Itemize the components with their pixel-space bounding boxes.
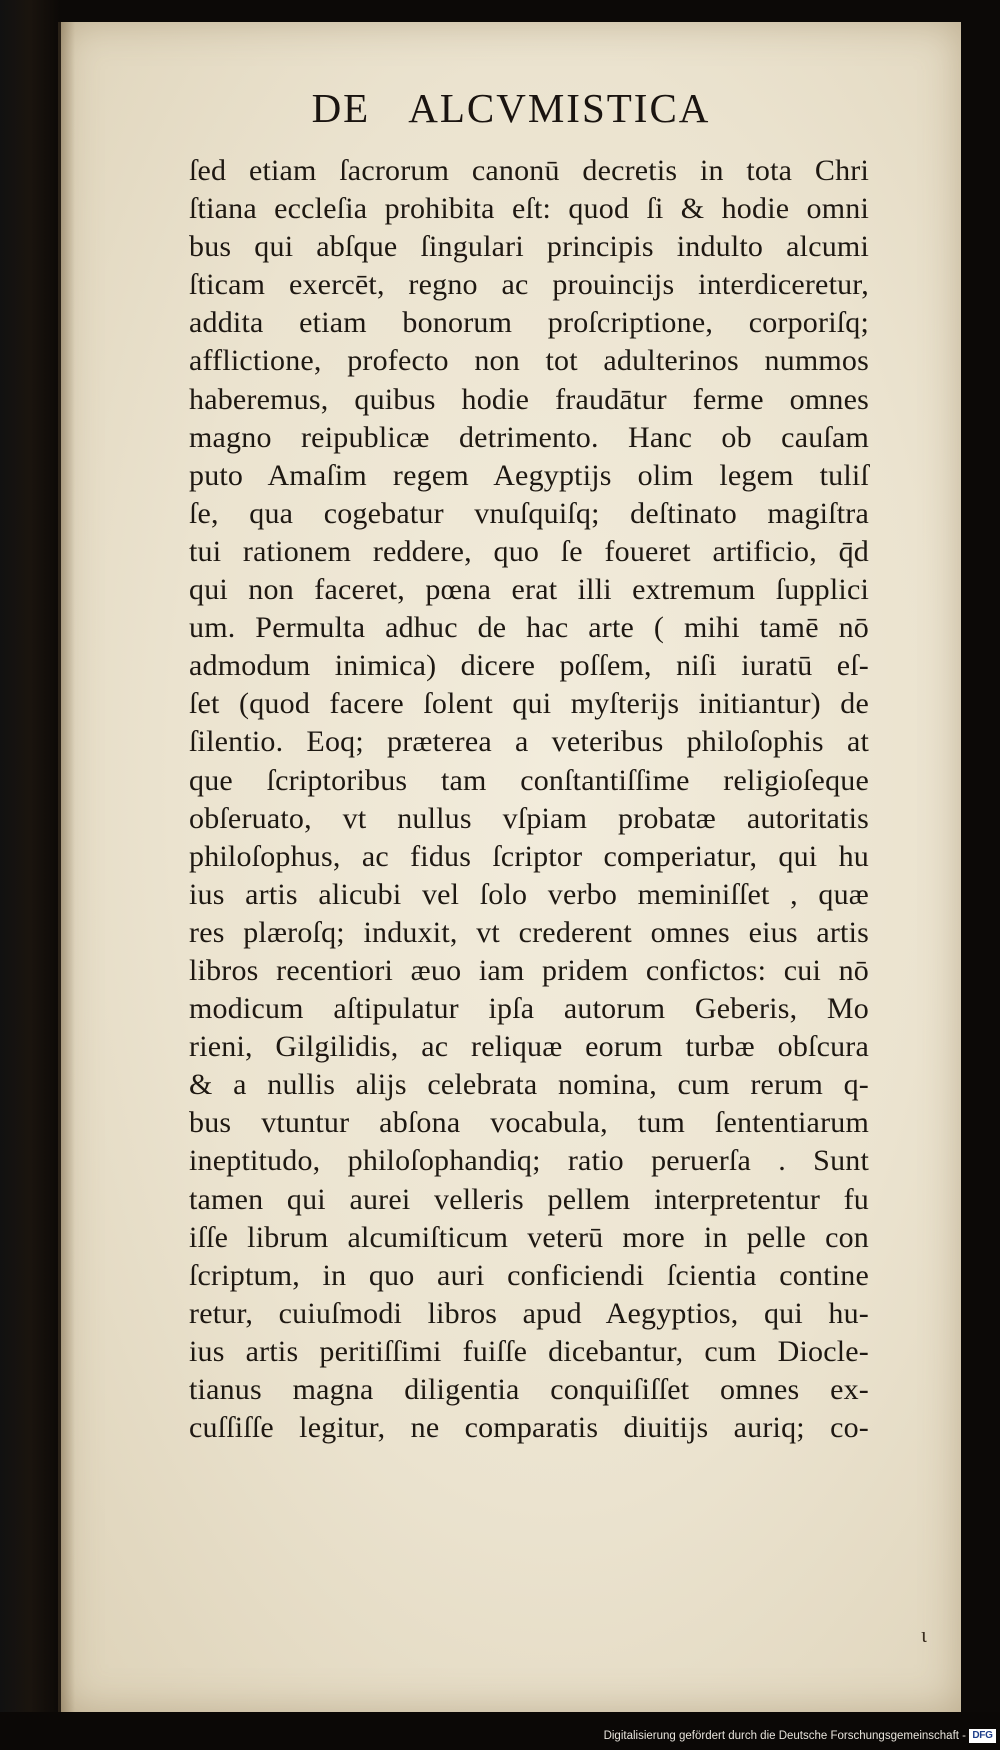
text-line: res plæroſq; induxit, vt crederent omnes eius artis: [189, 915, 869, 949]
running-header-word-1: DE: [311, 85, 371, 131]
text-line: retur, cuiuſmodi libros apud Aegyptios, qui hu-: [189, 1296, 869, 1330]
text-line: rieni, Gilgilidis, ac reliquæ eorum turbæ obſcura: [189, 1030, 869, 1064]
text-line: ius artis peritiſſimi fuiſſe dicebantur, cum Diocle-: [189, 1334, 869, 1368]
text-line: ſcriptum, in quo auri conficiendi ſcientia contine: [189, 1258, 869, 1292]
text-line: ſe, qua cogebatur vnuſquiſq; deſtinato magiſtra: [189, 496, 869, 530]
text-line: um. Permulta adhuc de hac arte ( mihi tamē nō: [189, 611, 869, 645]
running-header-word-2: ALCVMISTICA: [408, 85, 711, 131]
page-gutter-shadow: [61, 22, 75, 1712]
text-line: puto Amaſim regem Aegyptijs olim legem tuliſ: [189, 458, 869, 492]
text-line: afflictione, profecto non tot adulterinos nummos: [189, 344, 869, 378]
text-line: que ſcriptoribus tam conſtantiſſime religioſeque: [189, 763, 869, 797]
text-line: tamen qui aurei velleris pellem interpretentur fu: [189, 1182, 869, 1216]
book-page: [58, 22, 961, 1712]
text-line: ſilentio. Eoq; præterea a veteribus philoſophis at: [189, 725, 869, 759]
text-line: bus qui abſque ſingulari principis indulto alcumi: [189, 230, 869, 264]
text-line: tianus magna diligentia conquiſiſſet omnes ex-: [189, 1373, 869, 1406]
dfg-logo: DFG: [969, 1729, 996, 1743]
text-line: bus vtuntur abſona vocabula, tum ſententiarum: [189, 1106, 869, 1140]
text-line: iſſe librum alcumiſticum veterū more in pelle con: [189, 1220, 869, 1254]
text-line: haberemus, quibus hodie fraudātur ferme omnes: [189, 382, 869, 416]
text-line: ius artis alicubi vel ſolo verbo meminiſſet , quæ: [189, 877, 869, 911]
text-line: ſed etiam ſacrorum canonū decretis in tota Chri: [189, 154, 869, 187]
running-header: [61, 84, 961, 132]
page-mark: ɩ: [921, 1622, 927, 1647]
text-line: cuſſiſſe legitur, ne comparatis diuitijs auriq; co-: [189, 1411, 869, 1445]
text-line: obſeruato, vt nullus vſpiam probatæ autoritatis: [189, 801, 869, 835]
text-line: ſticam exercēt, regno ac prouincijs interdiceretur,: [189, 268, 869, 302]
text-line: & a nullis alijs celebrata nomina, cum rerum q-: [189, 1068, 869, 1102]
text-line: philoſophus, ac fidus ſcriptor comperiatur, qui hu: [189, 839, 869, 873]
text-line: admodum inimica) dicere poſſem, niſi iuratū eſ-: [189, 649, 869, 683]
text-line: ſet (quod facere ſolent qui myſterijs initiantur) de: [189, 687, 869, 721]
text-line: ineptitudo, philoſophandiq; ratio peruerſa . Sunt: [189, 1144, 869, 1178]
text-line: tui rationem reddere, quo ſe foueret artificio, q̄d: [189, 534, 869, 568]
text-line: magno reipublicæ detrimento. Hanc ob cauſam: [189, 420, 869, 454]
text-line: libros recentiori æuo iam pridem confictos: cui nō: [189, 953, 869, 987]
body-text: [189, 152, 869, 1447]
digitization-credit: Digitalisierung gefördert durch die Deutsche Forschungsgemeinschaft -: [603, 1730, 966, 1742]
text-line: addita etiam bonorum proſcriptione, corporiſq;: [189, 306, 869, 340]
text-line: qui non faceret, pœna erat illi extremum ſupplici: [189, 573, 869, 607]
text-line: ſtiana eccleſia prohibita eſt: quod ſi & hodie omni: [189, 192, 869, 226]
text-line: modicum aſtipulatur ipſa autorum Geberis, Mo: [189, 992, 869, 1026]
